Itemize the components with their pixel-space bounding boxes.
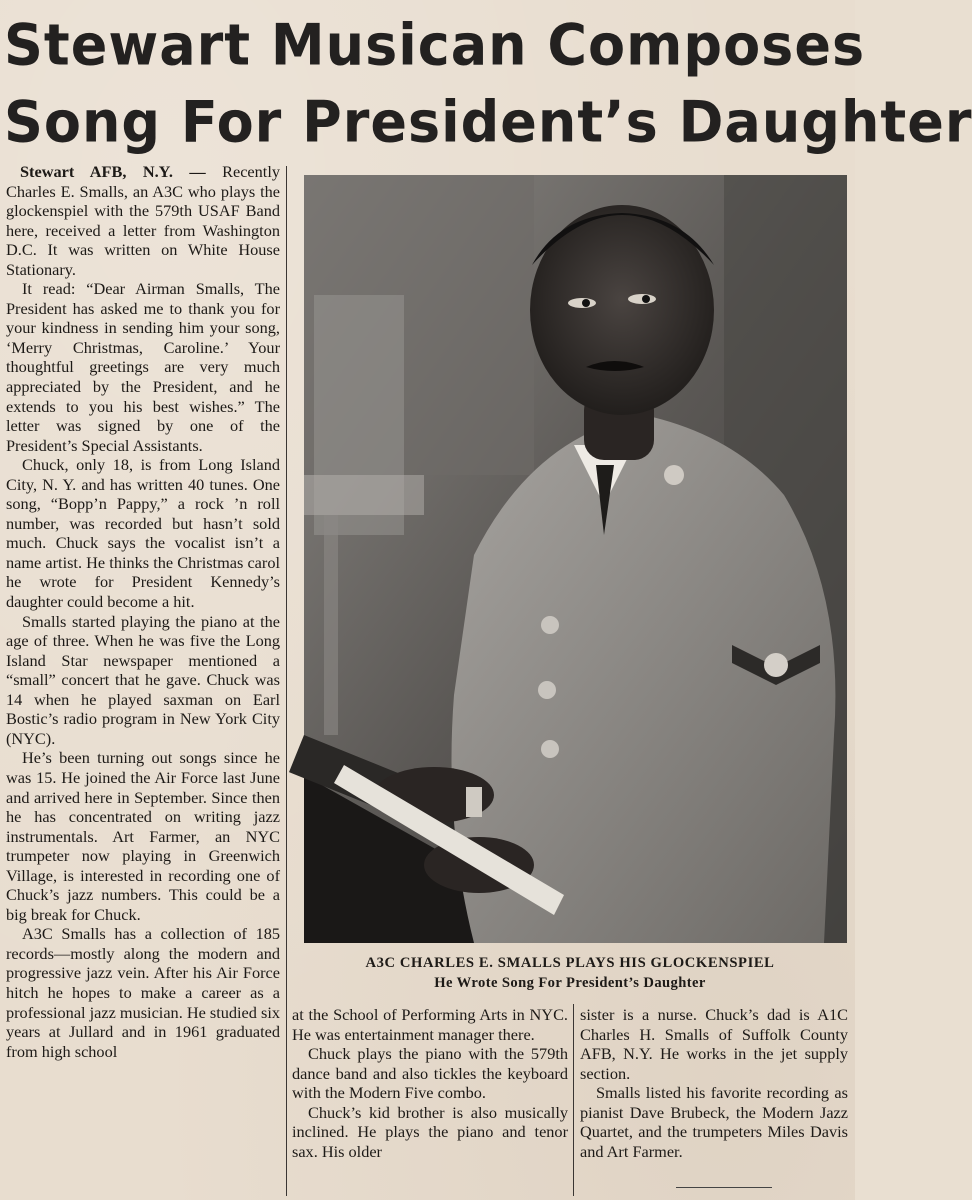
paragraph <box>6 162 280 279</box>
article-column-2 <box>292 1005 568 1161</box>
photo-subcaption: He Wrote Song For President’s Daughter <box>434 975 706 991</box>
paragraph-text: Recently Charles E. Smalls, an A3C who plays the glockenspiel with the 579th USAF Band here, received a letter from Washington D.C. It was written on White House Stationary. <box>6 162 280 279</box>
headline <box>4 6 972 161</box>
paragraph: Chuck’s kid brother is also musically inclined. He plays the piano and tenor sax. His older <box>292 1102 568 1161</box>
paragraph: Chuck, only 18, is from Long Island City, N. Y. and has written 40 tunes. One song, “Bopp’n Pappy,” a rock ’n roll number, was recorded but hasn’t sold much. Chuck says the vocalist isn’t a name artist. He thinks the Christmas carol he wrote for President Kennedy’s daughter could become a hit. <box>6 455 280 612</box>
paragraph: Smalls started playing the piano at the age of three. When he was five the Long Island Star newspaper mentioned a “small” concert that he gave. Chuck was 14 when he played saxman on Earl Bostic’s radio program in New York City (NYC). <box>6 611 280 748</box>
article-column-1 <box>6 162 280 1061</box>
photo-airman-at-piano <box>304 175 847 943</box>
headline-line-1: Stewart Musican Composes <box>4 11 866 79</box>
headline-line-2: Song For President’s Daughter <box>4 88 972 156</box>
end-rule <box>676 1187 772 1188</box>
photo-illustration <box>304 175 847 943</box>
column-rule-middle <box>573 1004 574 1196</box>
article-column-3 <box>580 1005 848 1161</box>
paragraph: He’s been turning out songs since he was 15. He joined the Air Force last June and arrived here in September. Since then he has concentrated on writing jazz instrumentals. Art Farmer, an NYC trumpeter now playing in Greenwich Village, is interested in recording one of Chuck’s jazz numbers. This could be a big break for Chuck. <box>6 748 280 924</box>
photo-caption: A3C CHARLES E. SMALLS PLAYS HIS GLOCKENSPIEL <box>365 955 775 971</box>
paragraph: It read: “Dear Airman Smalls, The President has asked me to thank you for your kindness in sending him your song, ‘Merry Christmas, Caroline.’ Your thoughtful greetings are very much appreciated by the President, and he extends to you his best wishes.” The letter was signed by one of the President’s Special Assistants. <box>6 279 280 455</box>
column-rule-left <box>286 166 287 1196</box>
paragraph: A3C Smalls has a collection of 185 records—mostly along the modern and progressive jazz vein. After his Air Force hitch he hopes to make a career as a professional jazz musician. He studied six years at Jullard and in 1961 graduated from high school <box>6 924 280 1061</box>
dateline: Stewart AFB, N.Y. — <box>20 162 206 181</box>
paragraph: at the School of Performing Arts in NYC. He was entertainment manager there. <box>292 1005 568 1044</box>
paragraph: sister is a nurse. Chuck’s dad is A1C Charles H. Smalls of Suffolk County AFB, N.Y. He works in the jet supply section. <box>580 1005 848 1083</box>
paragraph: Chuck plays the piano with the 579th dance band and also tickles the keyboard with the Modern Five combo. <box>292 1044 568 1103</box>
paragraph: Smalls listed his favorite recording as pianist Dave Brubeck, the Modern Jazz Quartet, and the trumpeters Miles Davis and Art Farmer. <box>580 1083 848 1161</box>
